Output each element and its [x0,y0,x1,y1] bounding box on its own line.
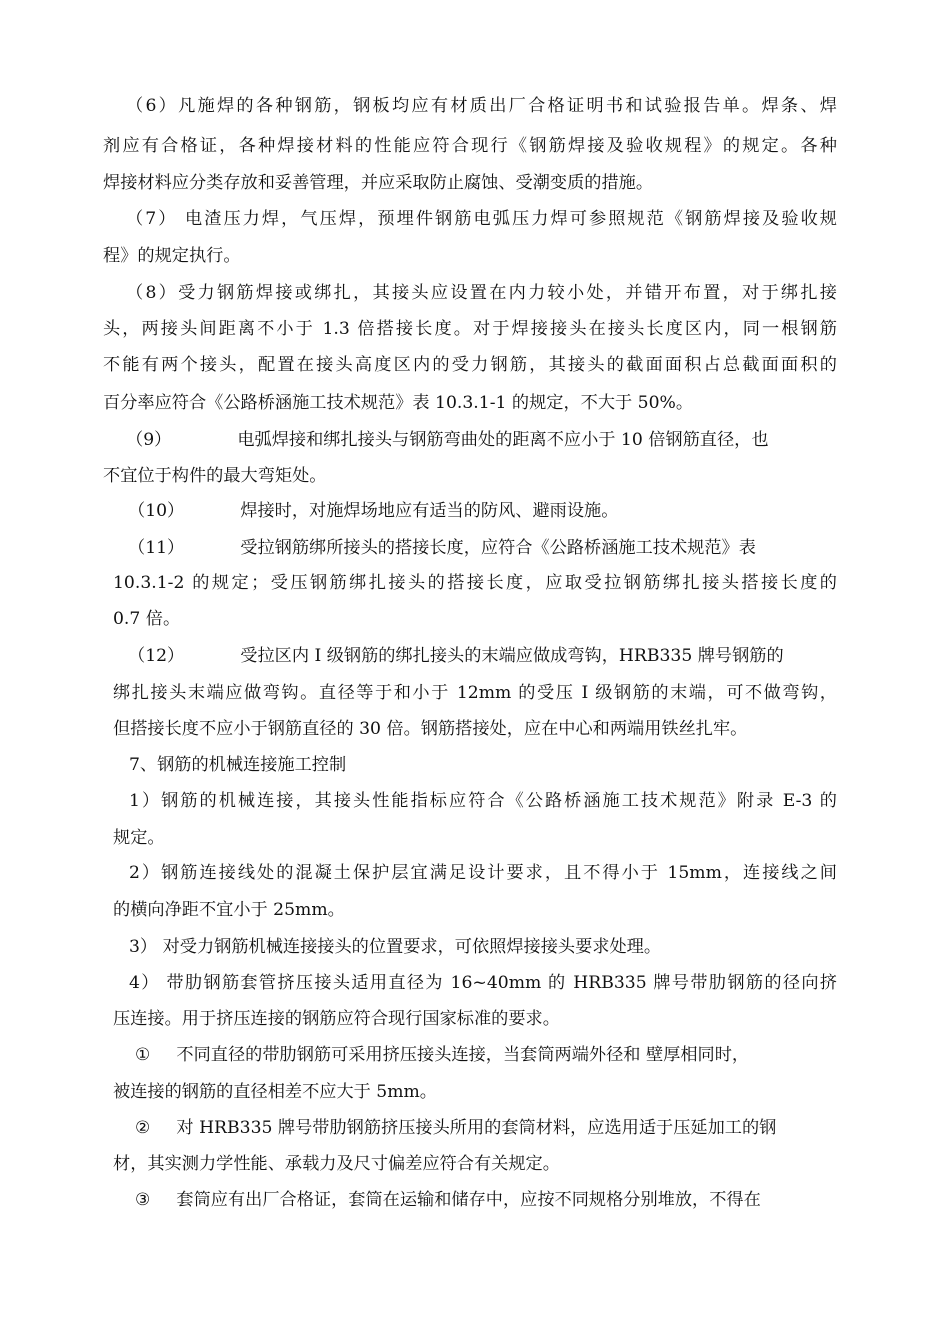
text-line: 不宜位于构件的最大弯矩处。 [103,466,327,486]
numbered-line [135,1115,837,1141]
text-line: 的横向净距不宜小于 25mm。 [113,900,345,920]
item-number: （10） [128,501,185,521]
item-text: 受拉区内 I 级钢筋的绑扎接头的末端应做成弯钩，HRB335 牌号钢筋的 [240,646,784,666]
numbered-line [128,535,837,561]
item-text: 不同直径的带肋钢筋可采用挤压接头连接，当套筒两端外径和 壁厚相同时， [176,1045,750,1065]
numbered-line [135,1042,837,1068]
text-line: 头，两接头间距离不小于 1.3 倍搭接长度。对于焊接接头在接头长度区内，同一根钢筋 [103,319,837,339]
numbered-line [126,427,837,453]
item-text: 焊接时，对施焊场地应有适当的防风、避雨设施。 [240,501,619,521]
numbered-line [135,1187,837,1213]
item-text: 套筒应有出厂合格证，套筒在运输和储存中，应按不同规格分别堆放，不得在 [176,1190,761,1210]
text-line: 被连接的钢筋的直径相差不应大于 5mm。 [113,1082,437,1102]
text-line: 1）钢筋的机械连接，其接头性能指标应符合《公路桥涵施工技术规范》附录 E-3 的 [129,791,837,811]
text-line: 压连接。用于挤压连接的钢筋应符合现行国家标准的要求。 [113,1009,560,1029]
section-heading: 7、钢筋的机械连接施工控制 [129,755,347,775]
item-text: 对 HRB335 牌号带肋钢筋挤压接头所用的套筒材料，应选用适于压延加工的钢 [176,1118,777,1138]
numbered-line [128,498,837,524]
text-line: 3） 对受力钢筋机械连接接头的位置要求，可依照焊接接头要求处理。 [129,937,662,957]
text-line: 10.3.1-2 的规定；受压钢筋绑扎接头的搭接长度，应取受拉钢筋绑扎接头搭接长度的 [113,573,837,593]
text-line: 但搭接长度不应小于钢筋直径的 30 倍。钢筋搭接处，应在中心和两端用铁丝扎牢。 [113,719,748,739]
item-number: ① [135,1045,151,1065]
item-number: ③ [135,1190,151,1210]
text-line: 材，其实测力学性能、承载力及尺寸偏差应符合有关规定。 [113,1154,560,1174]
text-line: 绑扎接头末端应做弯钩。直径等于和小于 12mm 的受压 I 级钢筋的末端，可不做弯钩， [113,683,837,703]
text-line: 0.7 倍。 [113,609,181,629]
text-line: 剂应有合格证，各种焊接材料的性能应符合现行《钢筋焊接及验收规程》的规定。各种 [103,136,837,156]
text-line: 2）钢筋连接线处的混凝土保护层宜满足设计要求，且不得小于 15mm，连接线之间 [129,863,837,883]
text-line: （8）受力钢筋焊接或绑扎，其接头应设置在内力较小处，并错开布置，对于绑扎接 [126,283,837,303]
text-line: 规定。 [113,828,165,848]
item-number: ② [135,1118,151,1138]
item-number: （11） [128,538,185,558]
text-line: 焊接材料应分类存放和妥善管理，并应采取防止腐蚀、受潮变质的措施。 [103,173,654,193]
text-line: 百分率应符合《公路桥涵施工技术规范》表 10.3.1-1 的规定，不大于 50%。 [103,393,694,413]
text-line: （6）凡施焊的各种钢筋，钢板均应有材质出厂合格证明书和试验报告单。焊条、焊 [126,96,837,116]
item-number: （12） [128,646,185,666]
text-line: 不能有两个接头，配置在接头高度区内的受力钢筋，其接头的截面面积占总截面面积的 [103,355,837,375]
numbered-line [128,643,837,669]
item-text: 受拉钢筋绑所接头的搭接长度，应符合《公路桥涵施工技术规范》表 [240,538,756,558]
text-line: （7） 电渣压力焊，气压焊，预埋件钢筋电弧压力焊可参照规范《钢筋焊接及验收规 [126,209,837,229]
text-line: 4） 带肋钢筋套管挤压接头适用直径为 16~40mm 的 HRB335 牌号带肋钢筋的径向挤 [129,973,837,993]
item-number: （9） [126,430,172,450]
item-text: 电弧焊接和绑扎接头与钢筋弯曲处的距离不应小于 10 倍钢筋直径，也 [237,430,769,450]
text-line: 程》的规定执行。 [103,246,241,266]
